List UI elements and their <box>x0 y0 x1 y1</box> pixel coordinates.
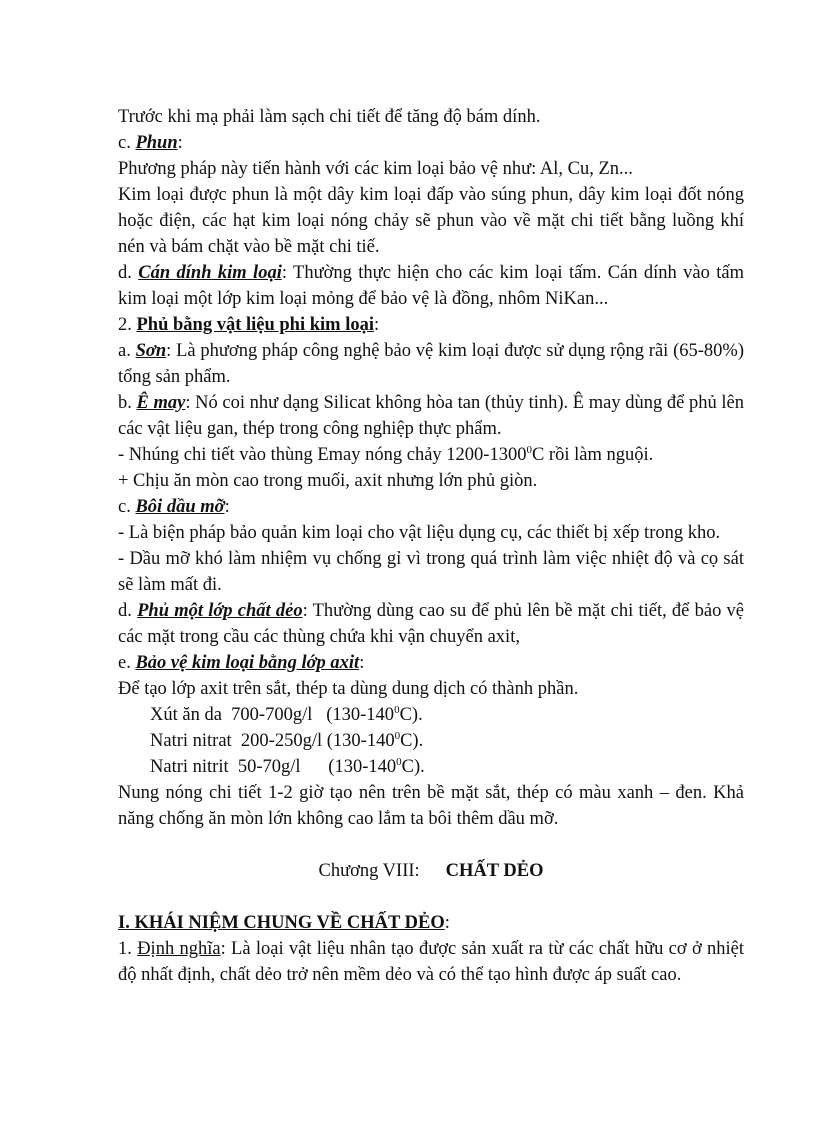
text: Natri nitrat 200-250g/l (130-140 <box>150 731 395 751</box>
heading-boi-dau-mo <box>118 494 744 520</box>
heading-prefix: d. <box>118 263 139 283</box>
heading-phun <box>118 130 744 156</box>
heading-title: Phun <box>135 133 178 153</box>
para-emay-dip <box>118 442 744 468</box>
formula-line-1 <box>118 702 744 728</box>
heading-colon: : <box>444 913 450 933</box>
para-text: : Là loại vật liệu nhân tạo được sản xuất ra từ các chất hữu cơ ở nhiệt độ nhất định, chất dẻo trở nên mềm dẻo và có thể tạo hình được áp suất cao. <box>118 939 745 985</box>
formula-line-3 <box>118 754 744 780</box>
heading-colon: : <box>359 653 365 673</box>
degree-sup: 0 <box>394 729 401 742</box>
document-page <box>118 104 744 988</box>
heading-prefix: e. <box>118 653 136 673</box>
heading-prefix: 2. <box>118 315 137 335</box>
para-text: : Thường thực hiện cho các kim loại tấm. Cán dính vào tấm kim loại một lớp kim loại mỏng để bảo vệ là đồng, nhôm NiKan... <box>118 263 745 309</box>
para-can-dinh <box>118 260 744 312</box>
para-phun-desc: Kim loại được phun là một dây kim loại đấp vào súng phun, dây kim loại đốt nóng hoặc điện, các hạt kim loại nóng chảy sẽ phun vào về mặt chi tiết bằng luồng khí nén và bám chặt vào bề mặt chi tiế. <box>118 185 744 257</box>
heading-title: I. KHÁI NIỆM CHUNG VỀ CHẤT DẺO <box>118 913 445 933</box>
para-nung-nong: Nung nóng chi tiết 1-2 giờ tạo nên trên bề mặt sắt, thép có màu xanh – đen. Khả năng chống ăn mòn lớn không cao lắm ta bôi thêm dầu mỡ. <box>118 783 744 829</box>
heading-colon: : <box>177 133 183 153</box>
para-son <box>118 338 744 390</box>
heading-colon: : <box>224 497 230 517</box>
heading-title: Sơn <box>135 341 167 361</box>
para-emay-resist: + Chịu ăn mòn cao trong muối, axit nhưng lớn phủ giòn. <box>118 471 538 491</box>
para-axit-intro: Để tạo lớp axit trên sắt, thép ta dùng dung dịch có thành phần. <box>118 679 579 699</box>
chapter-number: Chương VIII: <box>318 861 420 881</box>
text: C). <box>399 705 423 725</box>
text: Xút ăn da 700-700g/l (130-140 <box>150 705 395 725</box>
degree-sup: 0 <box>394 703 400 716</box>
heading-title: Phủ một lớp chất dẻo <box>137 601 303 621</box>
text: - Nhúng chi tiết vào thùng Emay nóng chảy 1200-1300 <box>118 445 527 465</box>
heading-title: Cán dính kim loại <box>138 263 282 283</box>
para-text: : Nó coi như dạng Silicat không hòa tan (thủy tinh). Ê may dùng để phủ lên các vật liệu gan, thép trong công nghiệp thực phẩm. <box>118 393 744 439</box>
heading-title: Định nghĩa <box>137 939 221 959</box>
heading-prefix: d. <box>118 601 138 621</box>
heading-title: Bôi dầu mỡ <box>135 497 225 517</box>
heading-prefix: c. <box>118 497 136 517</box>
formula-line-2 <box>118 728 744 754</box>
heading-title: Ê may <box>136 393 186 413</box>
heading-axit <box>118 650 744 676</box>
heading-prefix: a. <box>118 341 136 361</box>
para-definition <box>118 936 744 988</box>
heading-prefix: 1. <box>118 939 138 959</box>
para-text: : Là phương pháp công nghệ bảo vệ kim loại được sử dụng rộng rãi (65-80%) tổng sản phẩm. <box>118 341 744 387</box>
para-boi-1: - Là biện pháp bảo quản kim loại cho vật liệu dụng cụ, các thiết bị xếp trong kho. <box>118 523 721 543</box>
para-text: : Thường dùng cao su để phủ lên bề mặt chi tiết, để bảo vệ các mặt trong cầu các thùng chứa khi vận chuyển axit, <box>118 601 745 647</box>
section-1-heading <box>118 910 744 936</box>
text: C). <box>400 731 424 751</box>
heading-section-2 <box>118 312 744 338</box>
para-phun-metals: Phương pháp này tiến hành với các kim loại bảo vệ như: Al, Cu, Zn... <box>118 159 633 179</box>
para-boi-2: - Dầu mỡ khó làm nhiệm vụ chống gỉ vì trong quá trình làm việc nhiệt độ và cọ sát sẽ làm mất đi. <box>118 549 744 595</box>
para-chat-deo-coat <box>118 598 744 650</box>
chapter-title: CHẤT DẺO <box>445 861 544 881</box>
degree-sup: 0 <box>396 755 402 768</box>
heading-title: Phủ bằng vật liệu phi kim loại <box>136 315 374 335</box>
heading-title: Bảo vệ kim loại bằng lớp axit <box>135 653 360 673</box>
chapter-heading <box>118 858 744 884</box>
heading-colon: : <box>373 315 380 335</box>
heading-prefix: b. <box>118 393 137 413</box>
heading-prefix: c. <box>118 133 136 153</box>
text: Natri nitrit 50-70g/l (130-140 <box>150 757 397 777</box>
para-clean-before-plating: Trước khi mạ phải làm sạch chi tiết để tăng độ bám dính. <box>118 107 541 127</box>
text: C). <box>401 757 425 777</box>
text: C rồi làm nguội. <box>531 445 654 465</box>
degree-sup: 0 <box>526 443 532 456</box>
para-emay <box>118 390 744 442</box>
